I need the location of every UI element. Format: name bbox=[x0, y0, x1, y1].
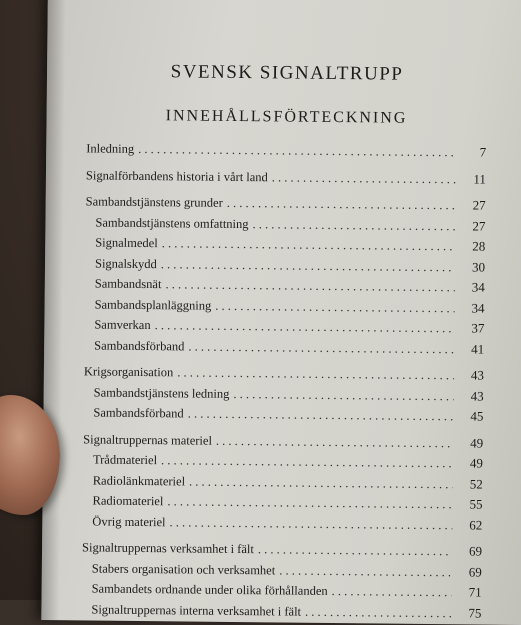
toc-entry bbox=[84, 382, 484, 407]
toc-entry bbox=[82, 558, 482, 583]
toc-entry bbox=[85, 294, 485, 319]
toc-entry bbox=[81, 599, 481, 624]
toc-entry bbox=[82, 490, 482, 515]
toc-entry-page-number: 27 bbox=[472, 217, 486, 234]
dot-leader bbox=[161, 255, 455, 278]
toc-entry-label: Sambandstjänstens omfattning bbox=[95, 215, 249, 231]
dot-leader bbox=[279, 561, 452, 582]
toc-entry bbox=[83, 449, 483, 474]
toc-entry-label: Samverkan bbox=[94, 317, 151, 333]
toc-entry-label: Sambandets ordnande under olika förhållanden bbox=[91, 581, 328, 598]
dot-leader bbox=[155, 316, 455, 339]
toc-entry bbox=[84, 335, 484, 360]
toc-entry-page-number: 43 bbox=[470, 367, 484, 383]
toc-entry bbox=[82, 537, 482, 562]
dot-leader bbox=[258, 540, 452, 562]
table-of-contents bbox=[81, 138, 486, 623]
book-page bbox=[41, 0, 521, 625]
toc-entry-label: Sambandsnät bbox=[94, 276, 162, 292]
toc-entry-label: Sambandsförband bbox=[94, 338, 185, 353]
dot-leader bbox=[177, 363, 454, 385]
toc-entry-label: Signaltruppernas interna verksamhet i fält bbox=[91, 601, 302, 619]
toc-entry-label: Krigsorganisation bbox=[83, 364, 174, 380]
toc-entry-page-number: 52 bbox=[469, 475, 483, 492]
dot-leader bbox=[167, 492, 452, 514]
toc-entry bbox=[85, 253, 485, 278]
toc-entry-page-number: 55 bbox=[469, 496, 483, 512]
toc-entry bbox=[85, 212, 485, 237]
toc-entry-label: Inledning bbox=[86, 141, 135, 156]
dot-leader bbox=[161, 451, 453, 474]
toc-entry bbox=[83, 429, 483, 454]
toc-entry-label: Trådmateriel bbox=[92, 452, 158, 468]
dot-leader bbox=[165, 275, 455, 298]
toc-entry-page-number: 75 bbox=[468, 604, 482, 621]
toc-entry-label: Radiomateriel bbox=[92, 493, 164, 509]
toc-entry-page-number: 41 bbox=[471, 340, 485, 357]
dot-leader bbox=[188, 404, 454, 426]
toc-entry-page-number: 30 bbox=[471, 258, 486, 275]
toc-entry-page-number: 34 bbox=[471, 299, 485, 316]
dot-leader bbox=[305, 602, 452, 623]
toc-entry bbox=[86, 138, 486, 163]
toc-entry bbox=[85, 273, 485, 298]
toc-entry bbox=[85, 232, 485, 257]
toc-entry-label: Sambandsplanläggning bbox=[94, 297, 212, 313]
toc-heading: INNEHÅLLSFÖRTECKNING bbox=[165, 107, 408, 127]
dot-leader bbox=[227, 194, 456, 216]
toc-entry-page-number: 49 bbox=[469, 455, 484, 471]
toc-entry-label: Signaltruppernas materiel bbox=[83, 431, 213, 448]
toc-entry bbox=[84, 361, 484, 386]
toc-entry bbox=[83, 470, 483, 495]
dot-leader bbox=[233, 384, 453, 406]
toc-entry-page-number: 71 bbox=[468, 584, 482, 600]
toc-entry-page-number: 34 bbox=[471, 279, 485, 295]
toc-entry-page-number: 69 bbox=[468, 563, 482, 580]
toc-entry-page-number: 43 bbox=[470, 387, 484, 404]
dot-leader bbox=[138, 140, 456, 163]
toc-entry bbox=[86, 165, 486, 190]
toc-entry-page-number: 28 bbox=[472, 238, 486, 254]
toc-entry-label: Sambandsförband bbox=[93, 405, 184, 421]
dot-leader bbox=[169, 513, 452, 535]
toc-entry-label: Övrig materiel bbox=[92, 513, 166, 529]
toc-entry-page-number: 69 bbox=[468, 543, 483, 559]
toc-entry-page-number: 11 bbox=[473, 170, 487, 187]
toc-entry-page-number: 37 bbox=[471, 320, 485, 336]
toc-entry-page-number: 7 bbox=[479, 144, 487, 160]
toc-entry-label: Sambandstjänstens ledning bbox=[93, 385, 230, 401]
toc-entry bbox=[84, 314, 484, 339]
toc-entry-page-number: 27 bbox=[472, 197, 486, 213]
toc-entry-label: Signalmedel bbox=[95, 235, 158, 251]
dot-leader bbox=[252, 215, 455, 237]
book-title: SVENSK SIGNALTRUPP bbox=[170, 61, 404, 85]
toc-entry-page-number: 49 bbox=[470, 434, 484, 451]
page-content bbox=[81, 60, 487, 623]
toc-entry-label: Signalskydd bbox=[94, 256, 157, 271]
toc-entry-label: Stabers organisation och verksamhet bbox=[91, 560, 276, 577]
dot-leader bbox=[215, 296, 455, 318]
toc-entry-page-number: 45 bbox=[470, 408, 484, 424]
toc-entry bbox=[82, 578, 482, 603]
dot-leader bbox=[189, 472, 453, 494]
dot-leader bbox=[162, 234, 456, 257]
toc-entry bbox=[86, 191, 486, 216]
dot-leader bbox=[216, 431, 453, 453]
toc-entry bbox=[83, 402, 483, 427]
toc-entry bbox=[82, 511, 482, 536]
dot-leader bbox=[272, 168, 456, 189]
dot-leader bbox=[188, 337, 454, 359]
toc-entry-label: Sambandstjänstens grunder bbox=[85, 194, 223, 210]
toc-entry-label: Radiolänkmateriel bbox=[92, 472, 186, 488]
toc-entry-page-number: 62 bbox=[469, 516, 483, 533]
toc-entry-label: Signalförbandens historia i vårt land bbox=[85, 167, 268, 184]
toc-entry-label: Signaltruppernas verksamhet i fält bbox=[81, 540, 254, 557]
